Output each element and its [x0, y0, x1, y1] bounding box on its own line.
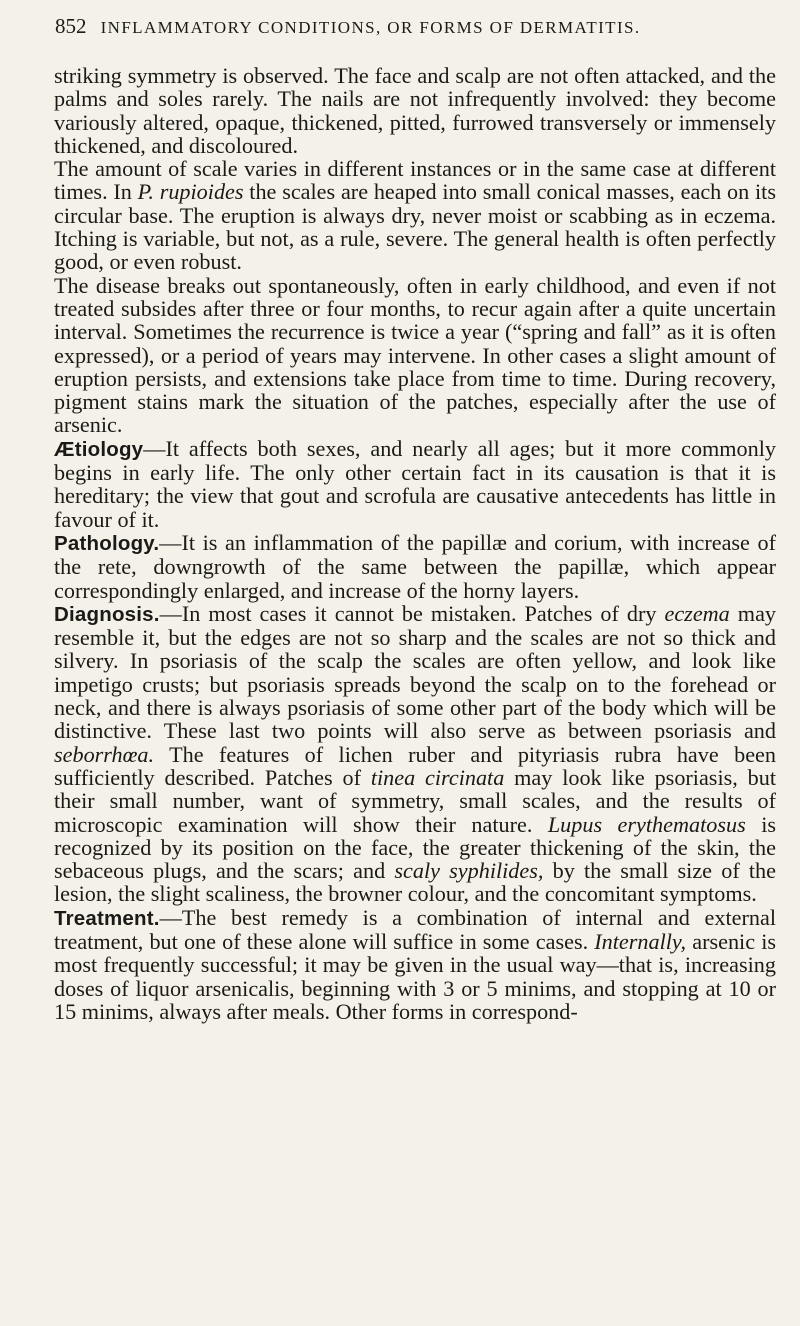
paragraph-text: the scales are heaped into small conical masses, each on its circular base. The eruption is always dry, never moist or scabbing as in eczema. Itching is variable, but not, as a rule, severe. The general health is often perfectly good, or even robust.	[54, 179, 776, 275]
paragraph-text: —It affects both sexes, and nearly all ages; but it more commonly begins in early life. The only other certain fact in its causation is that it is hereditary; the view that gout and scrofula are causative antecedents has little in favour of it.	[54, 435, 776, 532]
italic-term: P. rupioides	[137, 179, 244, 205]
paragraph-text: arsenic is most frequently successful; it may be given in the usual way—that is, increasing doses of liquor arsenicalis, beginning with 3 or 5 minims, and stopping at 10 or 15 minims, always after meals. Other forms in correspond-	[54, 928, 777, 1024]
italic-term: tinea circinata	[370, 764, 505, 790]
paragraph-text: —In most cases it cannot be mistaken. Patches of dry	[159, 600, 665, 626]
italic-term: Lupus erythematosus	[547, 811, 746, 837]
paragraph-text: by the small size of the lesion, the slight scaliness, the browner colour, and the concomitant symptoms.	[54, 858, 776, 907]
paragraph-continuation	[54, 64, 776, 157]
paragraph-text: —The best remedy is a combination of internal and external treatment, but one of these alone will suffice in some cases.	[54, 904, 776, 954]
paragraph-course	[54, 274, 776, 437]
running-title: INFLAMMATORY CONDITIONS, OR FORMS OF DERMATITIS.	[100, 18, 641, 37]
paragraph-scale	[54, 157, 776, 273]
paragraph-text: striking symmetry is observed. The face and scalp are not often attacked, and the palms and soles rarely. The nails are not infrequently involved: they become variously altered, opaque, thickened, pitted, furrowed transversely or immensely thickened, and discoloured.	[54, 63, 776, 158]
section-heading-aetiology: Ætiology	[54, 437, 144, 461]
paragraph-text: may resemble it, but the edges are not so sharp and the scales are not so thick and silvery. In psoriasis of the scalp the scales are often yellow, and look like impetigo crusts; but psoriasis spreads beyond the scalp on to the forehead or neck, and there is always psoriasis of some other part of the body which will be distinctive. These last two points will also serve as between psoriasis and	[54, 600, 777, 744]
italic-term: eczema	[664, 600, 730, 626]
section-heading-pathology: Pathology.	[54, 531, 160, 555]
section-heading-treatment: Treatment.	[54, 906, 160, 930]
section-heading-diagnosis: Diagnosis.	[54, 602, 160, 626]
paragraph-text: The features of lichen ruber and pityriasis rubra have been sufficiently described. Patches of	[54, 741, 776, 790]
running-header	[55, 14, 780, 39]
paragraph-pathology	[54, 531, 776, 602]
paragraph-diagnosis	[54, 602, 776, 906]
italic-term: scaly syphilides,	[394, 858, 544, 884]
paragraph-text: The amount of scale varies in different instances or in the same case at different times. In	[54, 156, 776, 205]
paragraph-text: The disease breaks out spontaneously, often in early childhood, and even if not treated subsides after three or four months, to recur again after a quite uncertain interval. Sometimes the recurrence is twice a year (“spring and fall” as it is often expressed), or a period of years may intervene. In other cases a slight amount of eruption persists, and extensions take place from time to time. During recovery, pigment stains mark the situation of the patches, especially after the use of arsenic.	[54, 272, 776, 438]
italic-term: Internally,	[594, 928, 687, 954]
paragraph-text: —It is an inflammation of the papillæ and corium, with increase of the rete, downgrowth of the same between the papillæ, which appear correspondingly enlarged, and increase of the horny layers.	[54, 529, 776, 603]
paragraph-text: is recognized by its position on the face, the greater thickening of the skin, the sebaceous plugs, and the scars; and	[54, 811, 776, 884]
paragraph-text: may look like psoriasis, but their small number, want of symmetry, small scales, and the results of microscopic examination will show their nature.	[54, 764, 776, 837]
paragraph-aetiology	[54, 437, 776, 531]
italic-term: seborrhœa.	[54, 741, 155, 767]
page-number: 852	[55, 14, 87, 38]
paragraph-treatment	[54, 906, 776, 1023]
body-text	[54, 64, 776, 1023]
